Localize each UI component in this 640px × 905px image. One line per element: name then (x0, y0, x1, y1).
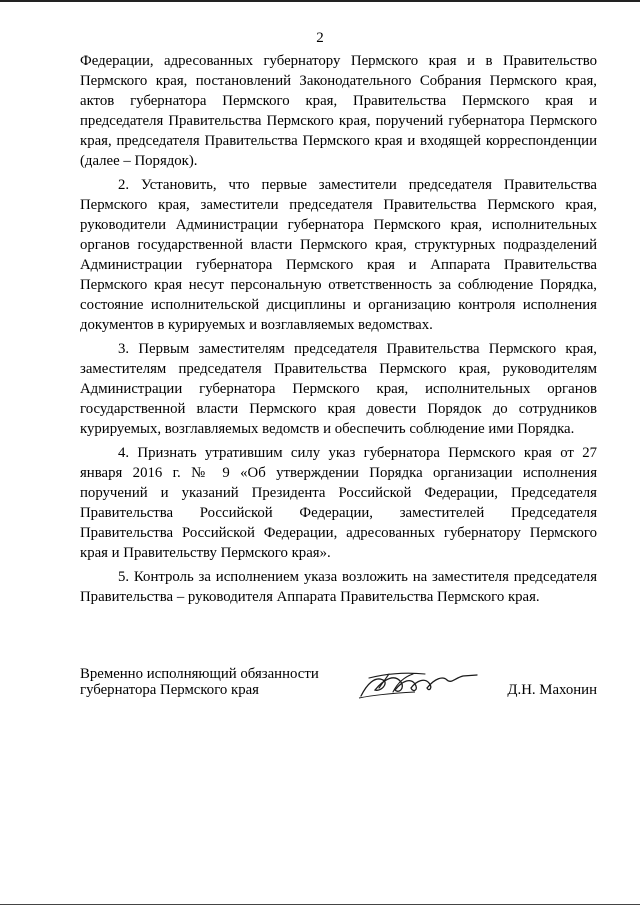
paragraph-item-2: 2. Установить, что первые заместители председателя Правительства Пермского края, заместители председателя Правительства Пермского края, руководители Администрации губернатора Пермского края, исполнительных органов государственной власти Пермского края, структурных подразделений Администрации губернатора Пермского края и Аппарата Правительства Пермского края несут персональную ответственность за соблюдение Порядка, состояние исполнительской дисциплины и организацию контроля исполнения документов в курируемых и возглавляемых ведомствах. (80, 177, 597, 333)
paragraph-item-4: 4. Признать утратившим силу указ губернатора Пермского края от 27 января 2016 г. № 9 «Об утверждении Порядка организации исполнения поручений и указаний Президента Российской Федерации, Председателя Правительства Российской Федерации, заместителей Председателя Правительства Российской Федерации, адресованных губернатору Пермского края и Правительству Пермского края». (80, 445, 597, 561)
top-edge-line (0, 0, 640, 2)
paragraph-item-5: 5. Контроль за исполнением указа возложить на заместителя председателя Правительства – руководителя Аппарата Правительства Пермского края. (80, 569, 597, 605)
page-number: 2 (316, 30, 324, 46)
paragraph-item-3: 3. Первым заместителям председателя Правительства Пермского края, заместителям председателя Правительства Пермского края, руководителям Администрации губернатора Пермского края, исполнительных органов государственной власти Пермского края довести Порядок до сотрудников курируемых, возглавляемых ведомств и обеспечить соблюдение ими Порядка. (80, 341, 597, 437)
paragraph-continuation: Федерации, адресованных губернатору Пермского края и в Правительство Пермского края, постановлений Законодательного Собрания Пермского края, актов губернатора Пермского края, Правительства Пермского края и председателя Правительства Пермского края, поручений губернатора Пермского края, председателя Правительства Пермского края и входящей корреспонденции (далее – Порядок). (80, 53, 597, 169)
signer-name: Д.Н. Махонин (507, 682, 597, 698)
handwritten-signature (355, 666, 480, 702)
document-body (80, 51, 597, 611)
signer-title: Временно исполняющий обязанности губернатора Пермского края (80, 666, 319, 698)
signature-block (80, 666, 597, 716)
